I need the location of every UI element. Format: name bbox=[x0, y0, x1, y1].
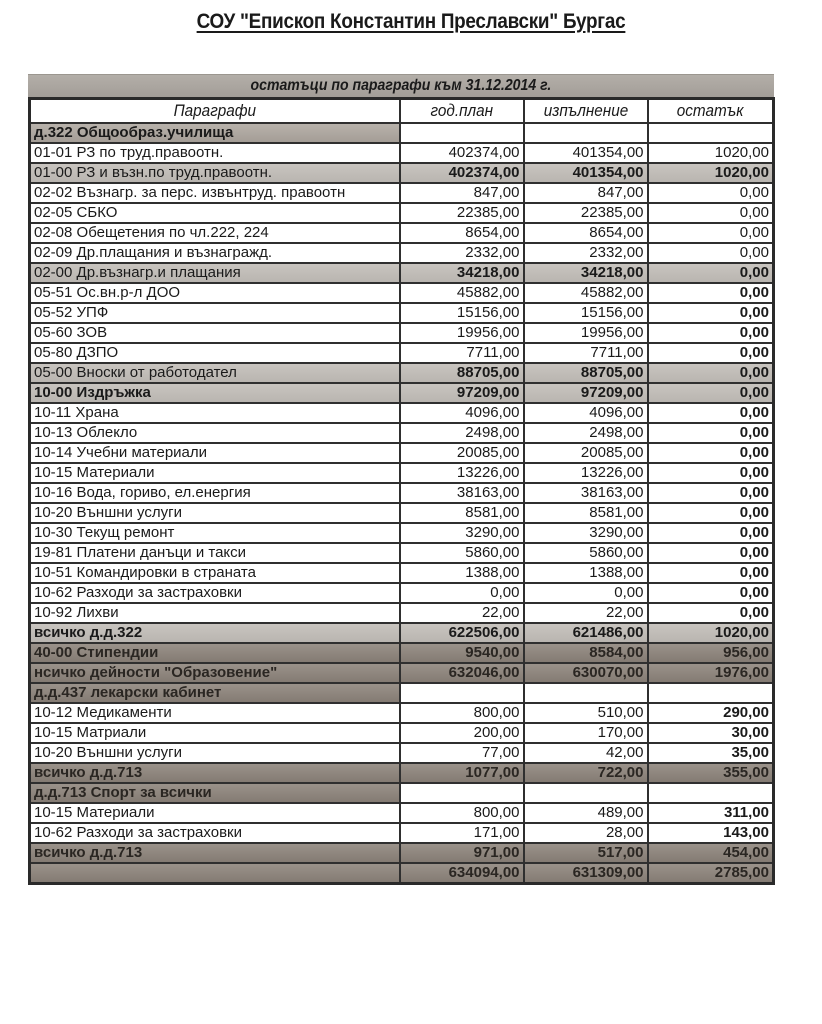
paragraph-cell: всичко д.д.322 bbox=[30, 623, 400, 643]
remainder-cell bbox=[648, 683, 774, 703]
header-annual-plan bbox=[400, 99, 524, 124]
annual-plan-cell: 2332,00 bbox=[400, 243, 524, 263]
remainder-cell: 0,00 bbox=[648, 483, 774, 503]
annual-plan-cell: 200,00 bbox=[400, 723, 524, 743]
execution-cell: 2332,00 bbox=[524, 243, 648, 263]
execution-cell: 510,00 bbox=[524, 703, 648, 723]
paragraph-cell: 02-02 Възнагр. за перс. извънтруд. правоотн bbox=[30, 183, 400, 203]
execution-cell: 8584,00 bbox=[524, 643, 648, 663]
execution-cell: 8581,00 bbox=[524, 503, 648, 523]
execution-cell: 1388,00 bbox=[524, 563, 648, 583]
table-row bbox=[30, 263, 774, 283]
execution-cell: 401354,00 bbox=[524, 163, 648, 183]
paragraph-cell: 10-00 Издръжка bbox=[30, 383, 400, 403]
annual-plan-cell: 77,00 bbox=[400, 743, 524, 763]
execution-cell: 22385,00 bbox=[524, 203, 648, 223]
table-row bbox=[30, 123, 774, 143]
document-title bbox=[41, 10, 781, 34]
paragraph-cell: 01-01 РЗ по труд.правоотн. bbox=[30, 143, 400, 163]
annual-plan-cell: 22385,00 bbox=[400, 203, 524, 223]
remainder-cell: 0,00 bbox=[648, 603, 774, 623]
remainder-cell: 1020,00 bbox=[648, 623, 774, 643]
annual-plan-cell bbox=[400, 123, 524, 143]
paragraph-cell: 10-14 Учебни материали bbox=[30, 443, 400, 463]
paragraph-cell: 10-15 Материали bbox=[30, 463, 400, 483]
remainder-cell: 35,00 bbox=[648, 743, 774, 763]
annual-plan-cell: 971,00 bbox=[400, 843, 524, 863]
annual-plan-cell: 15156,00 bbox=[400, 303, 524, 323]
annual-plan-cell: 5860,00 bbox=[400, 543, 524, 563]
table-row bbox=[30, 383, 774, 403]
paragraph-cell: всичко д.д.713 bbox=[30, 763, 400, 783]
table-row bbox=[30, 743, 774, 763]
paragraph-cell: 10-15 Матриали bbox=[30, 723, 400, 743]
table-row bbox=[30, 483, 774, 503]
annual-plan-cell: 2498,00 bbox=[400, 423, 524, 443]
table-row bbox=[30, 223, 774, 243]
remainder-cell: 0,00 bbox=[648, 463, 774, 483]
table-row bbox=[30, 183, 774, 203]
paragraph-cell: 10-11 Храна bbox=[30, 403, 400, 423]
paragraph-cell: д.д.437 лекарски кабинет bbox=[30, 683, 400, 703]
paragraph-cell: 19-81 Платени данъци и такси bbox=[30, 543, 400, 563]
paragraph-cell: 05-52 УПФ bbox=[30, 303, 400, 323]
remainder-cell: 956,00 bbox=[648, 643, 774, 663]
annual-plan-cell bbox=[400, 783, 524, 803]
remainder-cell: 0,00 bbox=[648, 203, 774, 223]
annual-plan-cell: 3290,00 bbox=[400, 523, 524, 543]
table-row bbox=[30, 203, 774, 223]
remainder-cell: 0,00 bbox=[648, 283, 774, 303]
header-remainder bbox=[648, 99, 774, 124]
paragraph-cell: 01-00 РЗ и възн.по труд.правоотн. bbox=[30, 163, 400, 183]
execution-cell: 489,00 bbox=[524, 803, 648, 823]
remainder-cell: 290,00 bbox=[648, 703, 774, 723]
execution-cell: 8654,00 bbox=[524, 223, 648, 243]
remainder-cell: 0,00 bbox=[648, 583, 774, 603]
table-row bbox=[30, 243, 774, 263]
paragraph-cell: 10-16 Вода, гориво, ел.енергия bbox=[30, 483, 400, 503]
annual-plan-cell: 8581,00 bbox=[400, 503, 524, 523]
remainder-cell: 0,00 bbox=[648, 263, 774, 283]
table-row bbox=[30, 283, 774, 303]
execution-cell: 5860,00 bbox=[524, 543, 648, 563]
execution-cell: 97209,00 bbox=[524, 383, 648, 403]
remainder-cell: 30,00 bbox=[648, 723, 774, 743]
execution-cell: 3290,00 bbox=[524, 523, 648, 543]
paragraph-cell: 02-08 Обещетения по чл.222, 224 bbox=[30, 223, 400, 243]
table-row bbox=[30, 443, 774, 463]
table-row bbox=[30, 343, 774, 363]
remainder-cell: 1020,00 bbox=[648, 143, 774, 163]
annual-plan-cell: 97209,00 bbox=[400, 383, 524, 403]
remainder-cell: 0,00 bbox=[648, 363, 774, 383]
paragraph-cell: 10-92 Лихви bbox=[30, 603, 400, 623]
table-row bbox=[30, 803, 774, 823]
annual-plan-cell: 19956,00 bbox=[400, 323, 524, 343]
paragraph-cell: д.д.713 Спорт за всички bbox=[30, 783, 400, 803]
paragraph-cell: 10-20 Външни услуги bbox=[30, 503, 400, 523]
table-row bbox=[30, 603, 774, 623]
table-row bbox=[30, 643, 774, 663]
remainder-cell bbox=[648, 123, 774, 143]
table-row bbox=[30, 583, 774, 603]
remainder-cell: 0,00 bbox=[648, 503, 774, 523]
execution-cell bbox=[524, 123, 648, 143]
remainder-cell: 0,00 bbox=[648, 563, 774, 583]
balances-table bbox=[28, 97, 775, 885]
table-body bbox=[30, 123, 774, 884]
balances-report bbox=[28, 74, 774, 885]
remainder-cell: 311,00 bbox=[648, 803, 774, 823]
table-row bbox=[30, 683, 774, 703]
annual-plan-cell: 402374,00 bbox=[400, 143, 524, 163]
paragraph-cell: 10-62 Разходи за застраховки bbox=[30, 583, 400, 603]
paragraph-cell: 02-05 СБКО bbox=[30, 203, 400, 223]
execution-cell: 22,00 bbox=[524, 603, 648, 623]
execution-cell: 45882,00 bbox=[524, 283, 648, 303]
annual-plan-cell: 800,00 bbox=[400, 703, 524, 723]
paragraph-cell: всичко д.д.713 bbox=[30, 843, 400, 863]
table-row bbox=[30, 423, 774, 443]
table-row bbox=[30, 163, 774, 183]
table-row bbox=[30, 863, 774, 884]
table-row bbox=[30, 563, 774, 583]
remainder-cell: 454,00 bbox=[648, 843, 774, 863]
annual-plan-cell: 34218,00 bbox=[400, 263, 524, 283]
execution-cell: 621486,00 bbox=[524, 623, 648, 643]
paragraph-cell bbox=[30, 863, 400, 884]
execution-cell: 722,00 bbox=[524, 763, 648, 783]
header-paragraphs-text: Параграфи bbox=[173, 101, 256, 120]
table-row bbox=[30, 463, 774, 483]
paragraph-cell: 05-80 ДЗПО bbox=[30, 343, 400, 363]
execution-cell: 517,00 bbox=[524, 843, 648, 863]
table-row bbox=[30, 823, 774, 843]
annual-plan-cell: 4096,00 bbox=[400, 403, 524, 423]
paragraph-cell: 10-62 Разходи за застраховки bbox=[30, 823, 400, 843]
execution-cell: 631309,00 bbox=[524, 863, 648, 884]
paragraph-cell: 10-20 Външни услуги bbox=[30, 743, 400, 763]
remainder-cell bbox=[648, 783, 774, 803]
paragraph-cell: 10-30 Текущ ремонт bbox=[30, 523, 400, 543]
annual-plan-cell: 622506,00 bbox=[400, 623, 524, 643]
paragraph-cell: 10-13 Облекло bbox=[30, 423, 400, 443]
annual-plan-cell: 22,00 bbox=[400, 603, 524, 623]
header-paragraphs bbox=[30, 99, 400, 124]
remainder-cell: 0,00 bbox=[648, 523, 774, 543]
remainder-cell: 0,00 bbox=[648, 383, 774, 403]
annual-plan-cell: 38163,00 bbox=[400, 483, 524, 503]
paragraph-cell: 05-00 Вноски от работодател bbox=[30, 363, 400, 383]
annual-plan-cell: 0,00 bbox=[400, 583, 524, 603]
annual-plan-cell: 9540,00 bbox=[400, 643, 524, 663]
table-row bbox=[30, 523, 774, 543]
paragraph-cell: 10-12 Медикаменти bbox=[30, 703, 400, 723]
annual-plan-cell: 632046,00 bbox=[400, 663, 524, 683]
table-row bbox=[30, 363, 774, 383]
table-row bbox=[30, 723, 774, 743]
annual-plan-cell: 1388,00 bbox=[400, 563, 524, 583]
annual-plan-cell: 1077,00 bbox=[400, 763, 524, 783]
execution-cell: 42,00 bbox=[524, 743, 648, 763]
remainder-cell: 0,00 bbox=[648, 423, 774, 443]
table-row bbox=[30, 323, 774, 343]
document-title-text: СОУ "Епископ Константин Преславски" Бургас bbox=[196, 10, 626, 33]
remainder-cell: 0,00 bbox=[648, 403, 774, 423]
table-row bbox=[30, 503, 774, 523]
remainder-cell: 143,00 bbox=[648, 823, 774, 843]
header-remainder-text: остатък bbox=[676, 101, 744, 120]
table-row bbox=[30, 143, 774, 163]
annual-plan-cell: 800,00 bbox=[400, 803, 524, 823]
execution-cell: 15156,00 bbox=[524, 303, 648, 323]
header-annual-plan-text: год.план bbox=[430, 101, 493, 120]
annual-plan-cell: 88705,00 bbox=[400, 363, 524, 383]
execution-cell: 2498,00 bbox=[524, 423, 648, 443]
execution-cell: 20085,00 bbox=[524, 443, 648, 463]
remainder-cell: 0,00 bbox=[648, 343, 774, 363]
table-row bbox=[30, 303, 774, 323]
table-row bbox=[30, 703, 774, 723]
execution-cell: 7711,00 bbox=[524, 343, 648, 363]
remainder-cell: 2785,00 bbox=[648, 863, 774, 884]
execution-cell: 38163,00 bbox=[524, 483, 648, 503]
paragraph-cell: 05-51 Ос.вн.р-л ДОО bbox=[30, 283, 400, 303]
annual-plan-cell: 13226,00 bbox=[400, 463, 524, 483]
execution-cell: 847,00 bbox=[524, 183, 648, 203]
paragraph-cell: д.322 Общообраз.училища bbox=[30, 123, 400, 143]
table-header-row bbox=[30, 99, 774, 124]
annual-plan-cell: 847,00 bbox=[400, 183, 524, 203]
annual-plan-cell: 20085,00 bbox=[400, 443, 524, 463]
annual-plan-cell: 402374,00 bbox=[400, 163, 524, 183]
report-subtitle-text: остатъци по параграфи към 31.12.2014 г. bbox=[250, 77, 552, 94]
remainder-cell: 0,00 bbox=[648, 303, 774, 323]
header-execution-text: изпълнение bbox=[543, 101, 628, 120]
remainder-cell: 1020,00 bbox=[648, 163, 774, 183]
remainder-cell: 0,00 bbox=[648, 223, 774, 243]
report-subtitle bbox=[28, 74, 774, 97]
table-row bbox=[30, 763, 774, 783]
table-row bbox=[30, 843, 774, 863]
table-row bbox=[30, 543, 774, 563]
paragraph-cell: 40-00 Стипендии bbox=[30, 643, 400, 663]
execution-cell bbox=[524, 683, 648, 703]
paragraph-cell: 05-60 ЗОВ bbox=[30, 323, 400, 343]
annual-plan-cell bbox=[400, 683, 524, 703]
remainder-cell: 355,00 bbox=[648, 763, 774, 783]
paragraph-cell: нсичко дейности "Образовение" bbox=[30, 663, 400, 683]
execution-cell: 19956,00 bbox=[524, 323, 648, 343]
execution-cell: 28,00 bbox=[524, 823, 648, 843]
execution-cell: 4096,00 bbox=[524, 403, 648, 423]
remainder-cell: 0,00 bbox=[648, 243, 774, 263]
table-row bbox=[30, 663, 774, 683]
paragraph-cell: 02-09 Др.плащания и възнагражд. bbox=[30, 243, 400, 263]
annual-plan-cell: 171,00 bbox=[400, 823, 524, 843]
execution-cell: 34218,00 bbox=[524, 263, 648, 283]
execution-cell: 630070,00 bbox=[524, 663, 648, 683]
execution-cell bbox=[524, 783, 648, 803]
paragraph-cell: 02-00 Др.възнагр.и плащания bbox=[30, 263, 400, 283]
table-row bbox=[30, 623, 774, 643]
execution-cell: 170,00 bbox=[524, 723, 648, 743]
annual-plan-cell: 8654,00 bbox=[400, 223, 524, 243]
execution-cell: 401354,00 bbox=[524, 143, 648, 163]
remainder-cell: 0,00 bbox=[648, 323, 774, 343]
execution-cell: 0,00 bbox=[524, 583, 648, 603]
annual-plan-cell: 45882,00 bbox=[400, 283, 524, 303]
header-execution bbox=[524, 99, 648, 124]
annual-plan-cell: 7711,00 bbox=[400, 343, 524, 363]
remainder-cell: 0,00 bbox=[648, 183, 774, 203]
remainder-cell: 1976,00 bbox=[648, 663, 774, 683]
execution-cell: 88705,00 bbox=[524, 363, 648, 383]
remainder-cell: 0,00 bbox=[648, 543, 774, 563]
paragraph-cell: 10-51 Командировки в страната bbox=[30, 563, 400, 583]
remainder-cell: 0,00 bbox=[648, 443, 774, 463]
table-row bbox=[30, 783, 774, 803]
table-row bbox=[30, 403, 774, 423]
paragraph-cell: 10-15 Материали bbox=[30, 803, 400, 823]
execution-cell: 13226,00 bbox=[524, 463, 648, 483]
annual-plan-cell: 634094,00 bbox=[400, 863, 524, 884]
